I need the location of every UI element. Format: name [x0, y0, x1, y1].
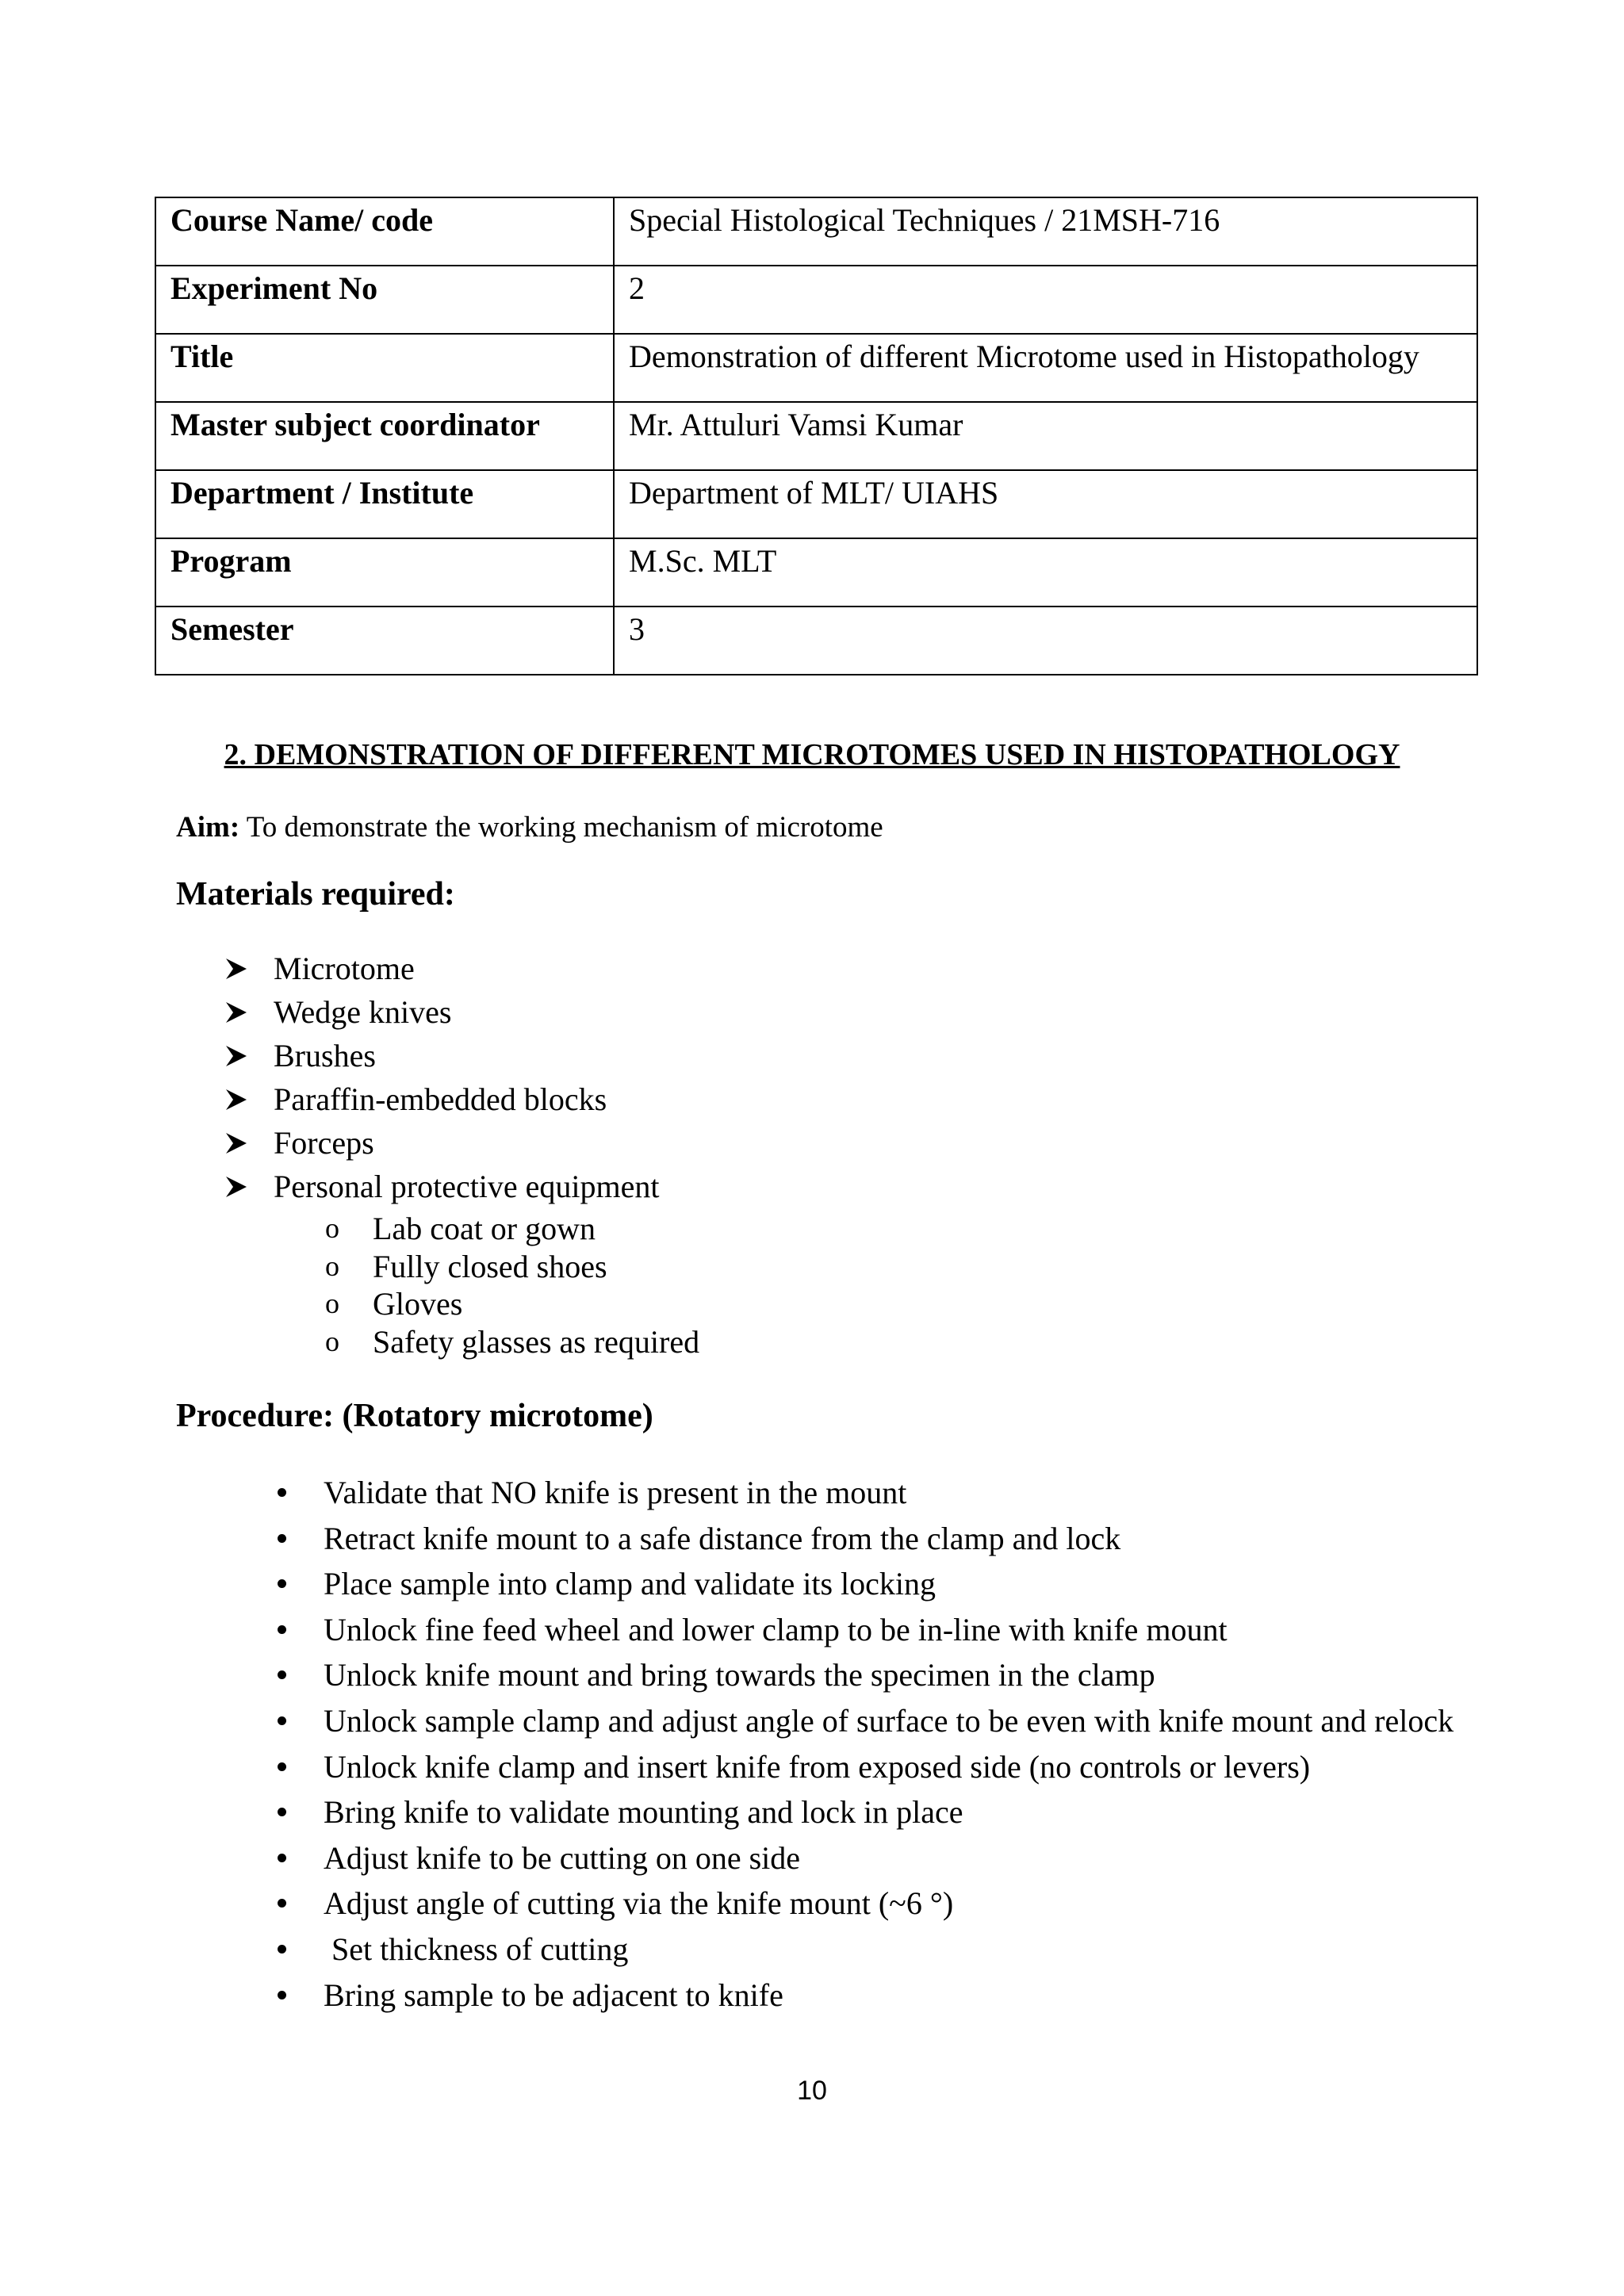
ppe-sublist: [325, 1210, 699, 1360]
row-label: Master subject coordinator: [155, 402, 614, 470]
circle-bullet-icon: o: [325, 1249, 339, 1282]
row-label: Department / Institute: [155, 470, 614, 538]
row-label: Program: [155, 538, 614, 607]
table-row: [155, 607, 1477, 675]
list-item: Unlock fine feed wheel and lower clamp to be in-line with knife mount: [270, 1607, 1459, 1653]
materials-list: [226, 947, 660, 1208]
circle-bullet-icon: o: [325, 1288, 339, 1319]
row-label: Experiment No: [155, 266, 614, 334]
list-item: Forceps: [226, 1121, 660, 1165]
list-item: Adjust angle of cutting via the knife mount (~6 °): [270, 1881, 1459, 1927]
arrow-bullet-icon: [226, 1177, 247, 1197]
list-item: Retract knife mount to a safe distance from the clamp and lock: [270, 1516, 1459, 1562]
table-row: [155, 402, 1477, 470]
bullet-icon: [278, 1670, 286, 1679]
materials-title: Materials required:: [176, 876, 455, 913]
arrow-bullet-icon: [226, 1133, 247, 1154]
table-row: [155, 197, 1477, 266]
bullet-icon: [278, 1854, 286, 1862]
list-item: o Fully closed shoes: [325, 1248, 607, 1284]
row-value: 2: [614, 266, 1477, 334]
list-item: Adjust knife to be cutting on one side: [270, 1835, 1459, 1881]
bullet-icon: [278, 1991, 286, 1999]
bullet-icon: [278, 1534, 286, 1543]
bullet-icon: [278, 1762, 286, 1771]
row-label: Title: [155, 334, 614, 402]
list-item: Bring knife to validate mounting and lock in place: [270, 1789, 1459, 1835]
list-item: Unlock knife clamp and insert knife from exposed side (no controls or levers): [270, 1744, 1459, 1790]
list-item: Wedge knives: [226, 990, 660, 1034]
table-row: [155, 266, 1477, 334]
bullet-icon: [278, 1716, 286, 1725]
procedure-steps: [270, 1470, 1459, 2018]
list-item: Validate that NO knife is present in the mount: [270, 1470, 1459, 1516]
bullet-icon: [278, 1488, 286, 1497]
list-item: Place sample into clamp and validate its locking: [270, 1561, 1459, 1607]
list-item: Microtome: [226, 947, 660, 990]
row-label: Course Name/ code: [155, 197, 614, 266]
aim-text: To demonstrate the working mechanism of microtome: [239, 811, 883, 844]
procedure-title: Procedure: (Rotatory microtome): [176, 1398, 653, 1434]
list-item: Personal protective equipment: [226, 1165, 660, 1208]
circle-bullet-icon: o: [325, 1212, 339, 1244]
table-row: [155, 334, 1477, 402]
table-row: [155, 470, 1477, 538]
page-number: 10: [797, 2076, 827, 2106]
bullet-icon: [278, 1579, 286, 1588]
arrow-bullet-icon: [226, 1046, 247, 1066]
list-item: o Safety glasses as required: [325, 1323, 700, 1360]
row-value: M.Sc. MLT: [614, 538, 1477, 607]
row-label: Semester: [155, 607, 614, 675]
list-item: o Gloves: [325, 1286, 463, 1322]
aim-line: [176, 810, 883, 844]
arrow-bullet-icon: [226, 959, 247, 979]
aim-label: Aim:: [176, 811, 240, 844]
course-info-table: [155, 197, 1478, 675]
bullet-icon: [278, 1808, 286, 1816]
arrow-bullet-icon: [226, 1002, 247, 1023]
list-item: Paraffin-embedded blocks: [226, 1077, 660, 1121]
row-value: Special Histological Techniques / 21MSH-716: [614, 197, 1477, 266]
row-value: Department of MLT/ UIAHS: [614, 470, 1477, 538]
list-item: o Lab coat or gown: [325, 1211, 596, 1246]
row-value: Demonstration of different Microtome used in Histopathology: [614, 334, 1477, 402]
row-value: Mr. Attuluri Vamsi Kumar: [614, 402, 1477, 470]
bullet-icon: [278, 1625, 286, 1634]
section-heading: 2. DEMONSTRATION OF DIFFERENT MICROTOMES USED IN HISTOPATHOLOGY: [224, 738, 1400, 771]
bullet-icon: [278, 1945, 286, 1954]
table-row: [155, 538, 1477, 607]
arrow-bullet-icon: [226, 1089, 247, 1110]
bullet-icon: [278, 1899, 286, 1908]
list-item: Bring sample to be adjacent to knife: [270, 1973, 1459, 2019]
list-item: Unlock knife mount and bring towards the specimen in the clamp: [270, 1652, 1459, 1698]
list-item: Set thickness of cutting: [270, 1927, 1459, 1973]
list-item: Unlock sample clamp and adjust angle of surface to be even with knife mount and relock: [270, 1698, 1459, 1744]
circle-bullet-icon: o: [325, 1325, 339, 1357]
list-item: Brushes: [226, 1034, 660, 1077]
row-value: 3: [614, 607, 1477, 675]
